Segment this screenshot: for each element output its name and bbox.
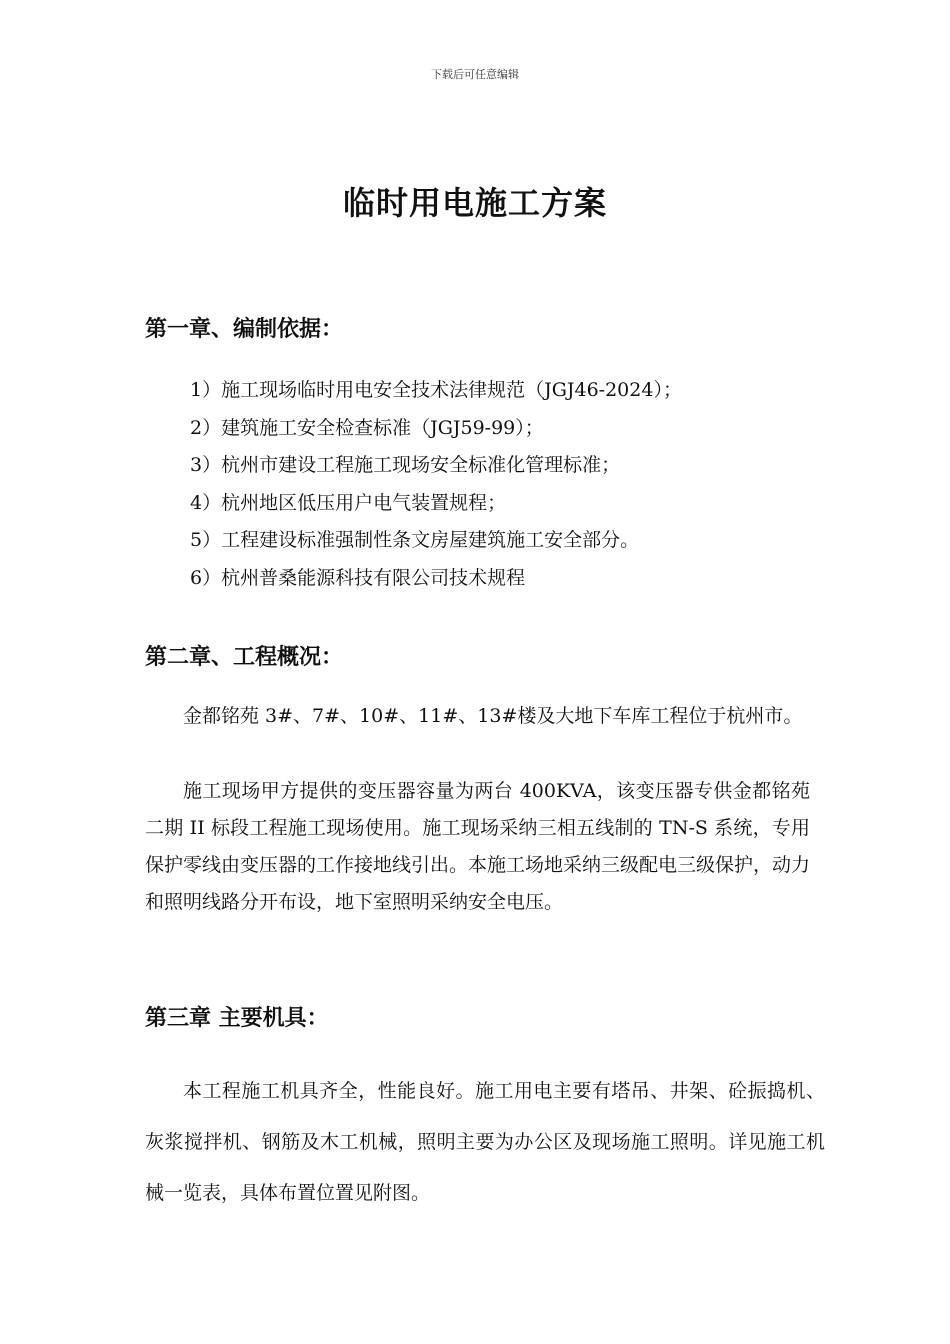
page-title: 临时用电施工方案 (342, 184, 607, 222)
reference-item: 5）工程建设标准强制性条文房屋建筑施工安全部分。 (190, 529, 640, 551)
reference-item: 2）建筑施工安全检查标准（JGJ59-99）； (190, 416, 544, 439)
chapter-3-heading: 第三章 主要机具： (145, 1006, 329, 1031)
chapter-2-heading: 第二章、工程概况： (145, 645, 344, 670)
project-location-paragraph: 金都铭苑 3#、7#、10#、11#、13#楼及大地下车库工程位于杭州市。 (183, 705, 803, 727)
power-supply-paragraph: 施工现场甲方提供的变压器容量为两台 400KVA，该变压器专供金都铭苑二期 II 标段工程施工现场使用。施工现场采纳三相五线制的 TN-S 系统，专用保护零线由变压器的工作接地线引出。本施工场地采纳三级配电三级保护，动力和照明线路分开布设，地下室照明采纳安全电压。 (145, 780, 811, 913)
chapter-1-heading: 第一章、编制依据： (145, 317, 344, 342)
reference-item: 6）杭州普桑能源科技有限公司技术规程 (190, 566, 526, 589)
header-note: 下载后可任意编辑 (431, 68, 519, 81)
reference-list (190, 372, 682, 597)
reference-item: 4）杭州地区低压用户电气装置规程； (190, 491, 507, 514)
reference-item: 1）施工现场临时用电安全技术法律规范（JGJ46-2024）； (190, 379, 682, 401)
reference-item: 3）杭州市建设工程施工现场安全标准化管理标准； (190, 454, 621, 476)
equipment-paragraph: 本工程施工机具齐全，性能良好。施工用电主要有塔吊、井架、砼振捣机、灰浆搅拌机、钢筋及木工机械，照明主要为办公区及现场施工照明。详见施工机械一览表，具体布置位置见附图。 (145, 1080, 825, 1204)
